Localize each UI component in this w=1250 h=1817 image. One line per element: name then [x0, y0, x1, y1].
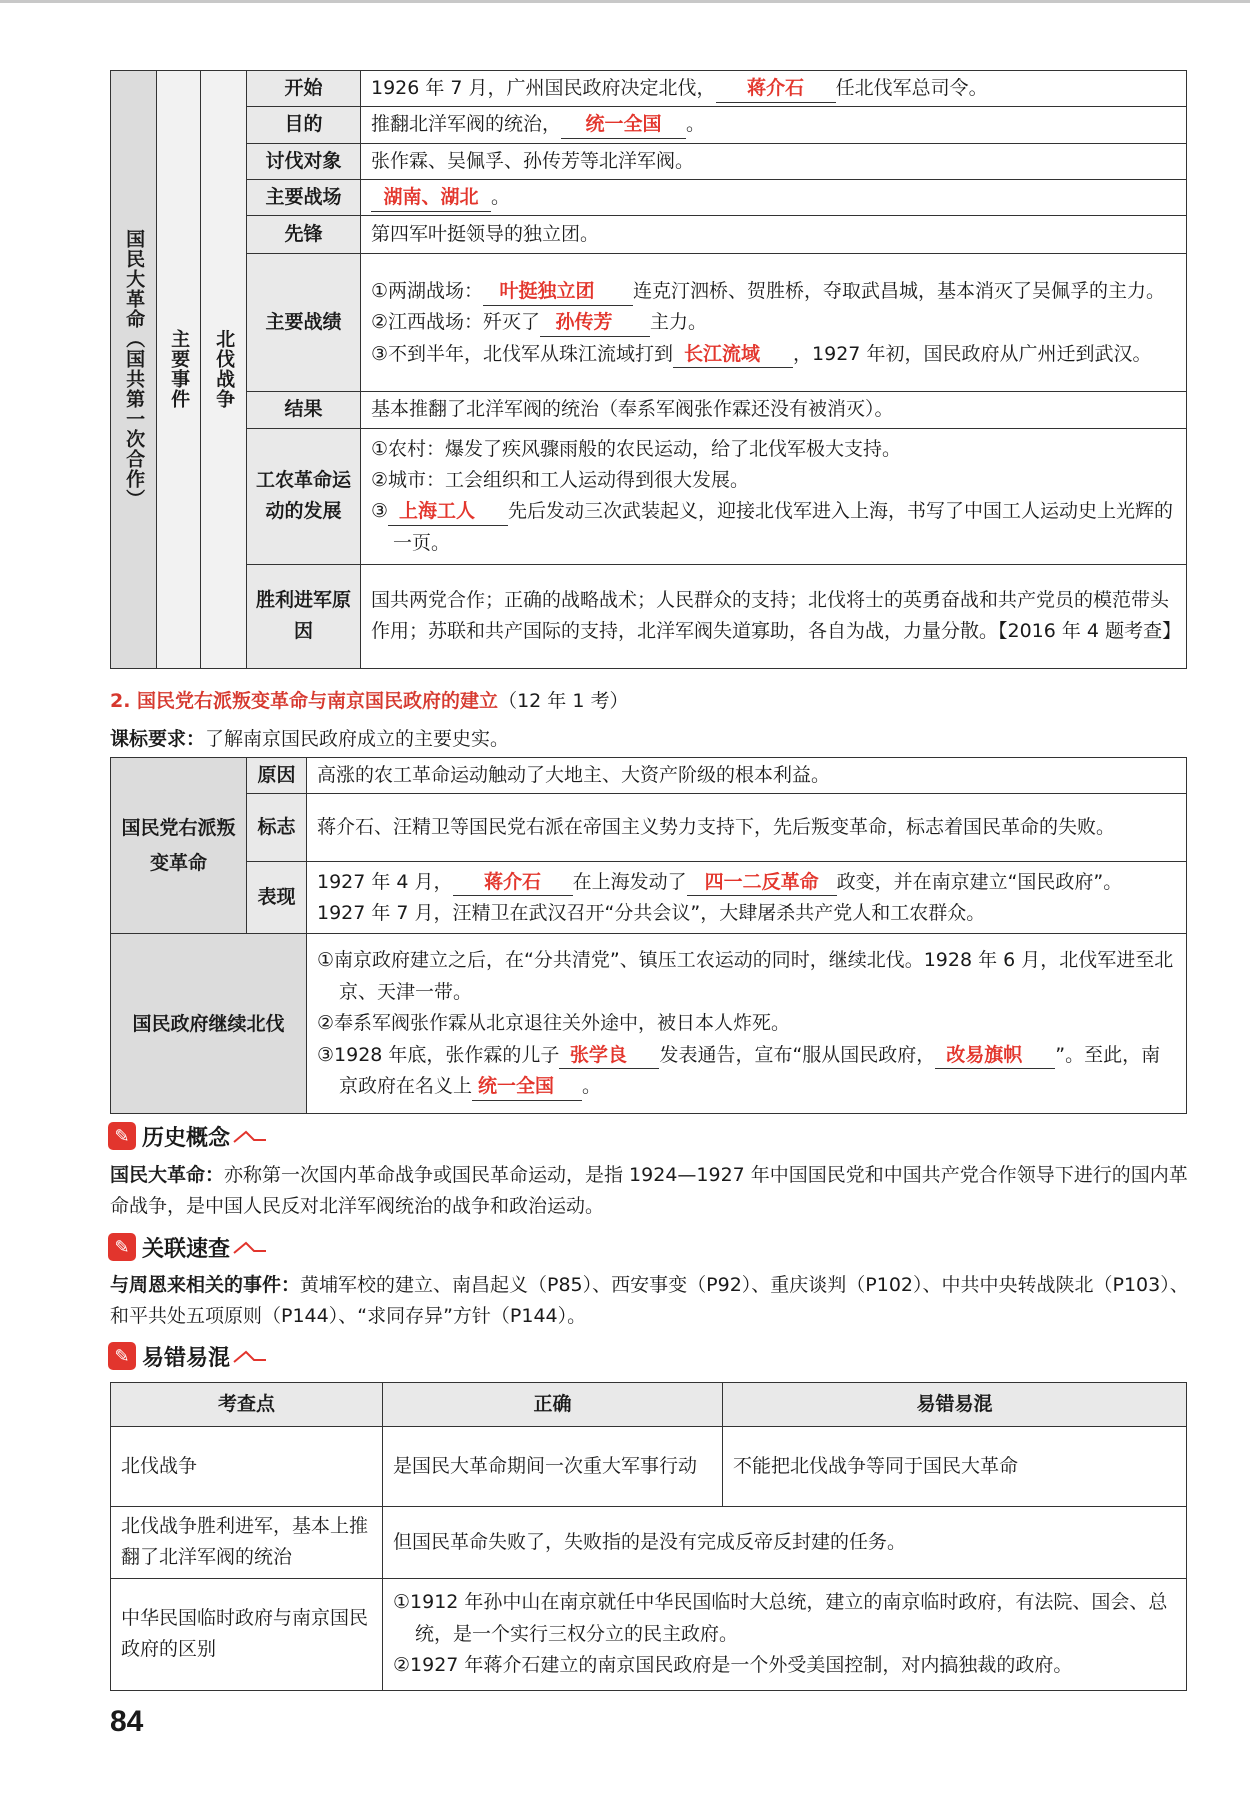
- row-label: 胜利进军原因: [247, 564, 361, 668]
- list-item: ①农村：爆发了疾风骤雨般的农民运动，给了北伐军极大支持。: [371, 437, 902, 460]
- list-item: ②奉系军阀张作霖从北京退往关外途中，被日本人炸死。: [317, 1012, 791, 1035]
- fill-blank-answer: 蒋介石: [716, 76, 836, 103]
- pencil-icon: ✎: [108, 1122, 136, 1150]
- row-label: 主要战场: [247, 180, 361, 216]
- row-label: 主要战绩: [247, 254, 361, 392]
- fill-blank-answer: 改易旗帜: [935, 1043, 1055, 1070]
- underline-flourish-icon: [232, 1237, 268, 1257]
- page-number: 84: [110, 1705, 144, 1738]
- row-content-manifestation: [307, 862, 1187, 934]
- underline-flourish-icon: [232, 1126, 268, 1146]
- column-header: 易错易混: [723, 1383, 1187, 1427]
- row-content-targets: 张作霖、吴佩孚、孙传芳等北洋军阀。: [361, 143, 1187, 179]
- list-item: ②江西战场：歼灭了 孙传芳 主力。: [371, 307, 1178, 338]
- row-content-achievements: [361, 254, 1187, 392]
- fill-blank-answer: 统一全国: [472, 1074, 582, 1101]
- column-header: 正确: [383, 1383, 723, 1427]
- table-cell: [383, 1578, 1187, 1690]
- group-label: 国民党右派叛变革命: [111, 758, 247, 934]
- row-label: 表现: [247, 862, 307, 934]
- row-label: 原因: [247, 758, 307, 794]
- section-header-confusion: ✎ 易错易混: [108, 1340, 268, 1372]
- list-item: 1927 年 4 月， 蒋介石 在上海发动了 四一二反革命 政变，并在南京建立“国民政府”。: [317, 867, 1178, 898]
- section-title: 2. 国民党右派叛变革命与南京国民政府的建立（12 年 1 考）: [110, 690, 629, 712]
- col-national-revolution: 国民大革命（国共第一次合作）: [111, 71, 157, 669]
- row-label: 结果: [247, 392, 361, 428]
- row-label: 讨伐对象: [247, 143, 361, 179]
- row-content-sign: 蒋介石、汪精卫等国民党右派在帝国主义势力支持下，先后叛变革命，标志着国民革命的失败。: [307, 794, 1187, 862]
- row-content-worker-peasant: [361, 428, 1187, 564]
- row-content-cause: 高涨的农工革命运动触动了大地主、大资产阶级的根本利益。: [307, 758, 1187, 794]
- fill-blank-answer: 叶挺独立团: [483, 279, 633, 306]
- table-cell: 北伐战争: [111, 1427, 383, 1507]
- row-label: 开始: [247, 71, 361, 107]
- col-main-events: 主要事件: [157, 71, 201, 669]
- list-item: ③1928 年底，张作霖的儿子 张学良 发表通告，宣布“服从国民政府， 改易旗帜 ”。至此，南京政府在名义上 统一全国 。: [317, 1040, 1178, 1103]
- fill-blank-answer: 统一全国: [561, 112, 686, 139]
- list-item: 1927 年 7 月，汪精卫在武汉召开“分共会议”，大肆屠杀共产党人和工农群众。: [317, 901, 986, 924]
- list-item: ②城市：工会组织和工人运动得到很大发展。: [371, 468, 750, 491]
- table-cell: 但国民革命失败了，失败指的是没有完成反帝反封建的任务。: [383, 1507, 1187, 1579]
- top-rule: [0, 0, 1250, 3]
- row-content-battlefield: 湖南、湖北 。: [361, 180, 1187, 216]
- concept-paragraph: 国民大革命：亦称第一次国内革命战争或国民革命运动，是指 1924—1927 年中国国民党和中国共产党合作领导下进行的国内革命战争，是中国人民反对北洋军阀统治的战争和政治运动。: [110, 1164, 1188, 1218]
- related-paragraph: 与周恩来相关的事件：黄埔军校的建立、南昌起义（P85）、西安事变（P92）、重庆谈判（P102）、中共中央转战陕北（P103）、和平共处五项原则（P144）、“求同存异”方针（P144）。: [110, 1274, 1189, 1328]
- table-cell: 是国民大革命期间一次重大军事行动: [383, 1427, 723, 1507]
- row-content-result: 基本推翻了北洋军阀的统治（奉系军阀张作霖还没有被消灭）。: [361, 392, 1187, 428]
- list-item: ③不到半年，北伐军从珠江流域打到 长江流域 ，1927 年初，国民政府从广州迁到武汉。: [371, 339, 1178, 370]
- pencil-icon: ✎: [108, 1233, 136, 1261]
- list-item: ①1912 年孙中山在南京就任中华民国临时大总统，建立的南京临时政府，有法院、国会、总统，是一个实行三权分立的民主政府。: [393, 1591, 1168, 1645]
- list-item: ③ 上海工人 先后发动三次武装起义，迎接北伐军进入上海，书写了中国工人运动史上光辉的一页。: [371, 500, 1174, 554]
- row-content-vanguard: 第四军叶挺领导的独立团。: [361, 216, 1187, 254]
- row-label: 标志: [247, 794, 307, 862]
- section-header-concept: ✎ 历史概念: [108, 1120, 268, 1152]
- curriculum-requirement: 课标要求：了解南京国民政府成立的主要史实。: [110, 728, 510, 750]
- table-cell: 不能把北伐战争等同于国民大革命: [723, 1427, 1187, 1507]
- fill-blank-answer: 蒋介石: [453, 870, 573, 897]
- row-label: 先锋: [247, 216, 361, 254]
- table-cell: 北伐战争胜利进军，基本上推翻了北洋军阀的统治: [111, 1507, 383, 1579]
- fill-blank-answer: 四一二反革命: [687, 870, 837, 897]
- row-content-victory-reasons: 国共两党合作；正确的战略战术；人民群众的支持；北伐将士的英勇奋战和共产党员的模范带头作用；苏联和共产国际的支持，北洋军阀失道寡助，各自为战，力量分散。【2016 年 4 题考查】: [361, 564, 1187, 668]
- row-label: 工农革命运动的发展: [247, 428, 361, 564]
- pencil-icon: ✎: [108, 1342, 136, 1370]
- list-item: ①两湖战场： 叶挺独立团 连克汀泗桥、贺胜桥，夺取武昌城，基本消灭了吴佩孚的主力。: [371, 276, 1178, 307]
- fill-blank-answer: 上海工人: [388, 499, 508, 526]
- nationalist-split-table: [110, 757, 1187, 1114]
- northern-expedition-table: [110, 70, 1187, 669]
- fill-blank-answer: 长江流域: [673, 342, 793, 369]
- row-content-continue-expedition: [307, 934, 1187, 1114]
- confusion-table: [110, 1382, 1187, 1691]
- row-content-purpose: 推翻北洋军阀的统治， 统一全国 。: [361, 107, 1187, 143]
- fill-blank-answer: 孙传芳: [540, 310, 650, 337]
- list-item: ①南京政府建立之后，在“分共清党”、镇压工农运动的同时，继续北伐。1928 年 6 月，北伐军进至北京、天津一带。: [317, 949, 1174, 1003]
- section-header-related: ✎ 关联速查: [108, 1231, 268, 1263]
- row-content-start: 1926 年 7 月，广州国民政府决定北伐， 蒋介石 任北伐军总司令。: [361, 71, 1187, 107]
- group-label: 国民政府继续北伐: [111, 934, 307, 1114]
- list-item: ②1927 年蒋介石建立的南京国民政府是一个外受美国控制，对内搞独裁的政府。: [393, 1653, 1073, 1676]
- table-cell: 中华民国临时政府与南京国民政府的区别: [111, 1578, 383, 1690]
- row-label: 目的: [247, 107, 361, 143]
- fill-blank-answer: 张学良: [559, 1043, 659, 1070]
- fill-blank-answer: 湖南、湖北: [371, 185, 491, 212]
- underline-flourish-icon: [232, 1346, 268, 1366]
- column-header: 考查点: [111, 1383, 383, 1427]
- col-northern-expedition: 北伐战争: [201, 71, 247, 669]
